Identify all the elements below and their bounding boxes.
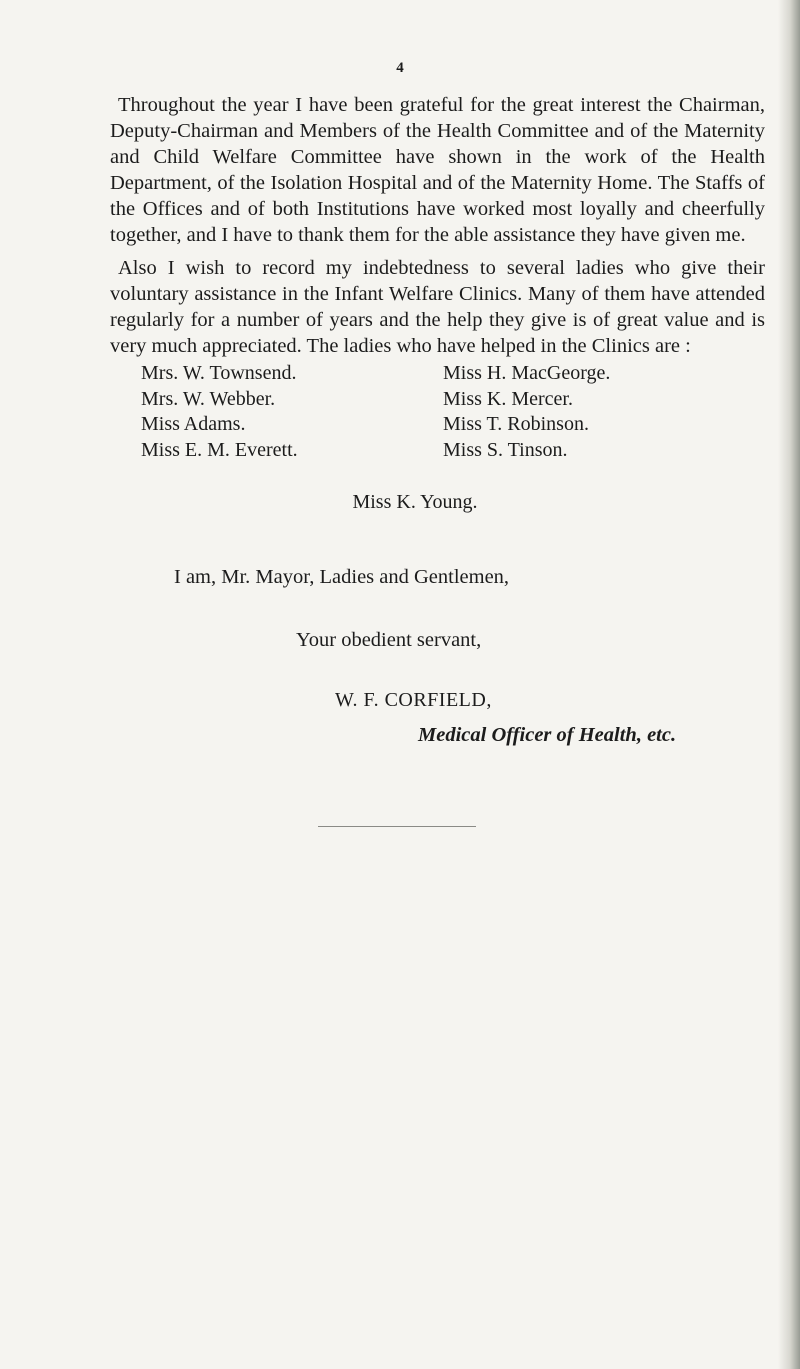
helper-name: Miss T. Robinson. bbox=[443, 413, 589, 435]
salutation: Your obedient servant, bbox=[296, 629, 482, 651]
helper-name: Miss E. M. Everett. bbox=[141, 438, 298, 461]
helper-name: Mrs. W. Webber. bbox=[141, 387, 276, 410]
helper-name: Miss H. MacGeorge. bbox=[443, 362, 611, 384]
helpers-right-column bbox=[443, 361, 610, 463]
helpers-left-column bbox=[141, 361, 298, 463]
page-number: 4 bbox=[396, 60, 404, 76]
paragraph-acknowledgement: Throughout the year I have been grateful for the great interest the Chairman, Deputy-Chairman and Members of the Health Committee and of the Maternity and Child Welfare Committee have shown in the work of the Health Department, of the Isolation Hospital and of the Maternity Home. The Staffs of the Offices and of both Institutions have worked most loyally and cheerfully together, and I have to thank them for the able assistance they have given me. bbox=[110, 94, 765, 246]
closing-line: I am, Mr. Mayor, Ladies and Gentlemen, bbox=[174, 566, 510, 588]
helper-name: Miss S. Tinson. bbox=[443, 438, 568, 461]
signature-title: Medical Officer of Health, etc. bbox=[418, 724, 677, 746]
helper-name: Miss Adams. bbox=[141, 413, 246, 435]
divider-rule bbox=[318, 826, 476, 827]
signature-name: W. F. CORFIELD, bbox=[335, 689, 492, 711]
paragraph-volunteers: Also I wish to record my indebtedness to several ladies who give their voluntary assistance in the Infant Welfare Clinics. Many of them have attended regularly for a number of years and the help they give is of great value and is very much appreciated. The ladies who have helped in the Clinics are : bbox=[110, 257, 765, 357]
helper-name: Mrs. W. Townsend. bbox=[141, 362, 297, 384]
page-edge-shadow bbox=[778, 0, 800, 1369]
helper-name: Miss K. Mercer. bbox=[443, 387, 573, 410]
helper-name-last: Miss K. Young. bbox=[352, 491, 478, 513]
